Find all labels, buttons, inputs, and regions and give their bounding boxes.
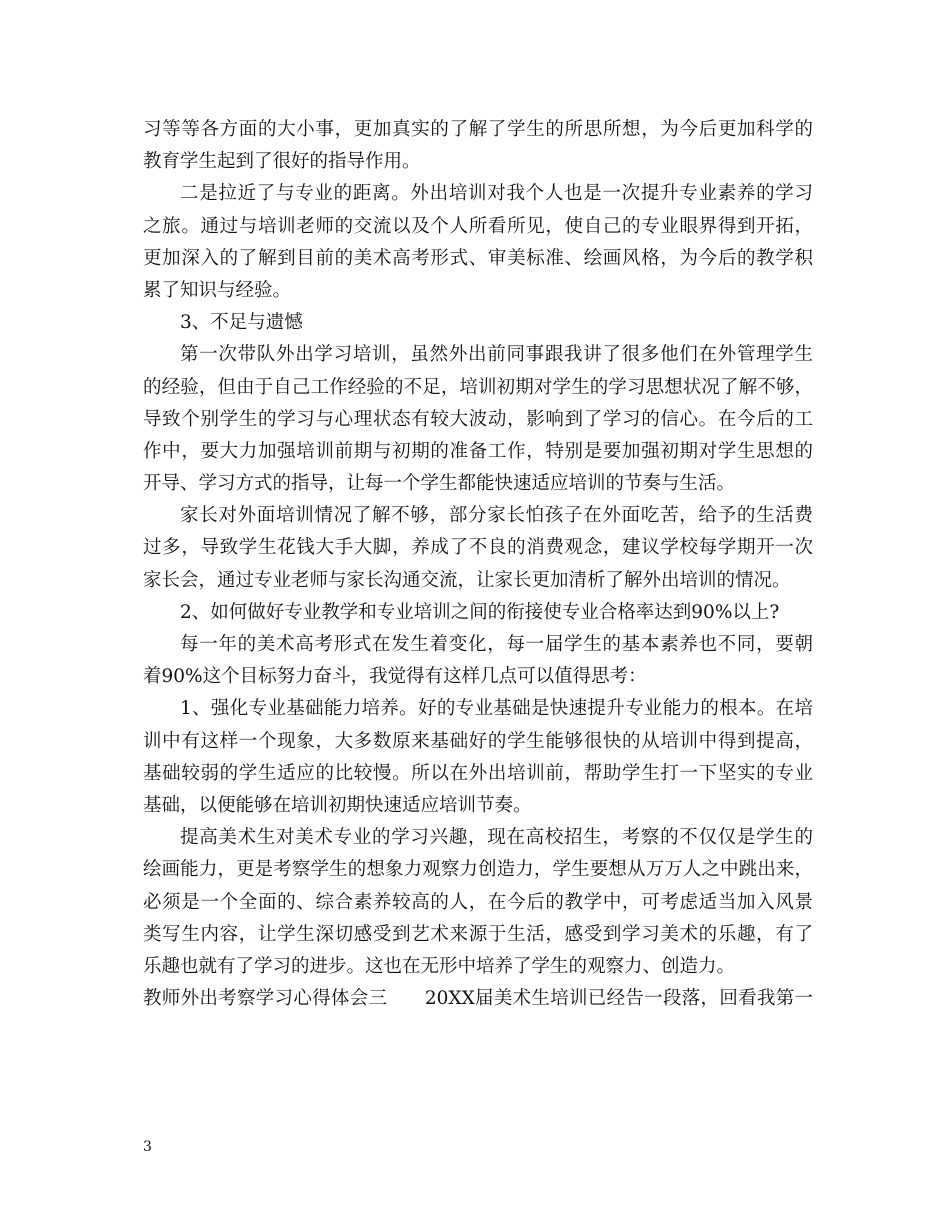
text-line: 乐趣也就有了学习的进步。这也在无形中培养了学生的观察力、创造力。 xyxy=(143,955,736,977)
text-line: 着90%这个目标努力奋斗，我觉得有这样几点可以值得思考： xyxy=(143,666,647,688)
text-line: 过多，导致学生花钱大手大脚，养成了不良的消费观念，建议学校每学期开一次 xyxy=(143,537,813,559)
text-line: 2、如何做好专业教学和专业培训之间的衔接使专业合格率达到90%以上? xyxy=(180,601,780,623)
document-body xyxy=(143,114,813,1015)
text-line: 基础较弱的学生适应的比较慢。所以在外出培训前，帮助学生打一下坚实的专业 xyxy=(143,762,813,784)
text-line: 教师外出考察学习心得体会三 20XX届美术生培训已经告一段落，回看我第一 xyxy=(143,988,813,1010)
text-line: 之旅。通过与培训老师的交流以及个人所看所见，使自己的专业眼界得到开拓， xyxy=(143,215,813,237)
text-line: 教育学生起到了很好的指导作用。 xyxy=(143,151,421,173)
text-line: 类写生内容，让学生深切感受到艺术来源于生活，感受到学习美术的乐趣，有了 xyxy=(143,923,813,945)
text-line: 的经验，但由于自己工作经验的不足，培训初期对学生的学习思想状况了解不够， xyxy=(143,376,813,398)
text-line: 基础，以便能够在培训初期快速适应培训节奏。 xyxy=(143,794,532,816)
text-line: 第一次带队外出学习培训，虽然外出前同事跟我讲了很多他们在外管理学生 xyxy=(180,344,813,366)
text-line: 每一年的美术高考形式在发生着变化，每一届学生的基本素养也不同，要朝 xyxy=(180,634,813,655)
text-line: 必须是一个全面的、综合素养较高的人，在今后的教学中，可考虑适当加入风景 xyxy=(143,891,813,913)
text-line: 更加深入的了解到目前的美术高考形式、审美标准、绘画风格，为今后的教学积 xyxy=(143,247,813,269)
text-line: 1、强化专业基础能力培养。好的专业基础是快速提升专业能力的根本。在培 xyxy=(180,698,813,720)
text-line: 习等等各方面的大小事，更加真实的了解了学生的所思所想，为今后更加科学的 xyxy=(143,119,813,140)
text-line: 家长对外面培训情况了解不够，部分家长怕孩子在外面吃苦，给予的生活费 xyxy=(180,505,813,527)
text-line: 训中有这样一个现象，大多数原来基础好的学生能够很快的从培训中得到提高， xyxy=(143,730,813,752)
text-line: 二是拉近了与专业的距离。外出培训对我个人也是一次提升专业素养的学习 xyxy=(180,183,813,205)
text-line: 家长会，通过专业老师与家长沟通交流，让家长更加清析了解外出培训的情况。 xyxy=(143,569,791,591)
page-number: 3 xyxy=(143,1139,152,1155)
text-line: 3、不足与遗憾 xyxy=(180,312,303,334)
text-line: 提高美术生对美术专业的学习兴趣，现在高校招生，考察的不仅仅是学生的 xyxy=(180,827,813,849)
text-line: 绘画能力，更是考察学生的想象力观察力创造力，学生要想从万万人之中跳出来， xyxy=(143,859,813,881)
text-line: 开导、学习方式的指导，让每一个学生都能快速适应培训的节奏与生活。 xyxy=(143,473,736,495)
text-line: 作中，要大力加强培训前期与初期的准备工作，特别是要加强初期对学生思想的 xyxy=(143,440,813,462)
text-line: 导致个别学生的学习与心理状态有较大波动，影响到了学习的信心。在今后的工 xyxy=(143,408,813,430)
text-line: 累了知识与经验。 xyxy=(143,279,292,301)
